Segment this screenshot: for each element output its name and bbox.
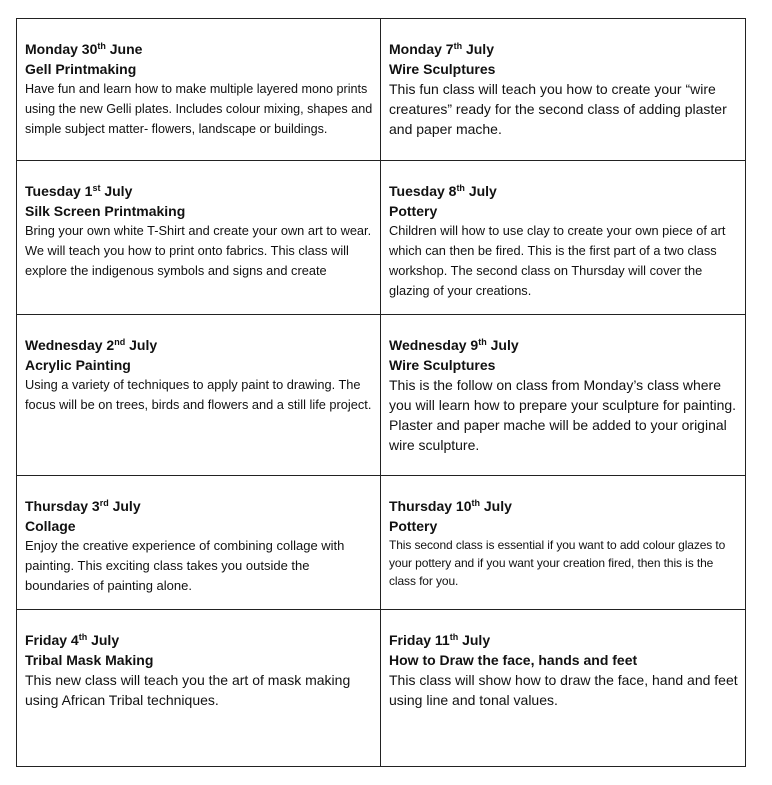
class-cell [381, 161, 746, 315]
schedule-row [17, 610, 746, 767]
schedule-row [17, 476, 746, 610]
class-date: Thursday 10th July [389, 498, 512, 514]
class-cell [381, 476, 746, 610]
class-description: Bring your own white T-Shirt and create your own art to wear. We will teach you how to print onto fabrics. This class will explore the indigenous symbols and signs and create [25, 223, 372, 278]
class-title: Silk Screen Printmaking [25, 203, 186, 219]
schedule-row [17, 19, 746, 161]
schedule-row [17, 161, 746, 315]
class-cell [17, 19, 381, 161]
class-date: Tuesday 1st July [25, 183, 133, 199]
class-cell [17, 315, 381, 476]
class-title: Gell Printmaking [25, 61, 137, 77]
class-title: Collage [25, 518, 76, 534]
class-schedule-table [16, 18, 746, 767]
class-date: Friday 11th July [389, 632, 491, 648]
class-cell [17, 610, 381, 767]
class-date: Thursday 3rd July [25, 498, 141, 514]
class-title: Acrylic Painting [25, 357, 131, 373]
class-title: Tribal Mask Making [25, 652, 154, 668]
class-description: Have fun and learn how to make multiple layered mono prints using the new Gelli plates. Includes colour mixing, shapes and simple subject matter- flowers, landscape or buildings. [25, 82, 373, 136]
class-description: This class will show how to draw the face, hand and feet using line and tonal values. [389, 672, 738, 708]
class-date: Monday 7th July [389, 41, 494, 57]
class-cell [381, 19, 746, 161]
class-description: This new class will teach you the art of mask making using African Tribal techniques. [25, 672, 351, 708]
class-title: Wire Sculptures [389, 61, 496, 77]
class-description: This second class is essential if you want to add colour glazes to your pottery and if you want your creation fired, then this is the class for you. [389, 538, 726, 588]
class-date: Wednesday 9th July [389, 337, 519, 353]
class-description: This is the follow on class from Monday’s class where you will learn how to prepare your sculpture for painting. Plaster and paper mache will be added to your original wire sculpture. [389, 377, 737, 453]
class-cell [17, 161, 381, 315]
class-date: Tuesday 8th July [389, 183, 497, 199]
class-title: Pottery [389, 518, 438, 534]
class-cell [381, 315, 746, 476]
class-title: Wire Sculptures [389, 357, 496, 373]
class-description: Using a variety of techniques to apply paint to drawing. The focus will be on trees, birds and flowers and a still life project. [25, 377, 372, 412]
class-title: How to Draw the face, hands and feet [389, 652, 638, 668]
class-cell [17, 476, 381, 610]
class-description: Children will how to use clay to create your own piece of art which can then be fired. This is the first part of a two class workshop. The second class on Thursday will cover the glazing of your creations. [389, 223, 726, 298]
class-date: Friday 4th July [25, 632, 120, 648]
schedule-row [17, 315, 746, 476]
class-cell [381, 610, 746, 767]
class-description: This fun class will teach you how to create your “wire creatures” ready for the second class of adding plaster and paper mache. [389, 81, 727, 137]
class-title: Pottery [389, 203, 438, 219]
class-date: Wednesday 2nd July [25, 337, 158, 353]
class-date: Monday 30th June [25, 41, 143, 57]
class-description: Enjoy the creative experience of combining collage with painting. This exciting class takes you outside the boundaries of painting alone. [25, 538, 345, 593]
